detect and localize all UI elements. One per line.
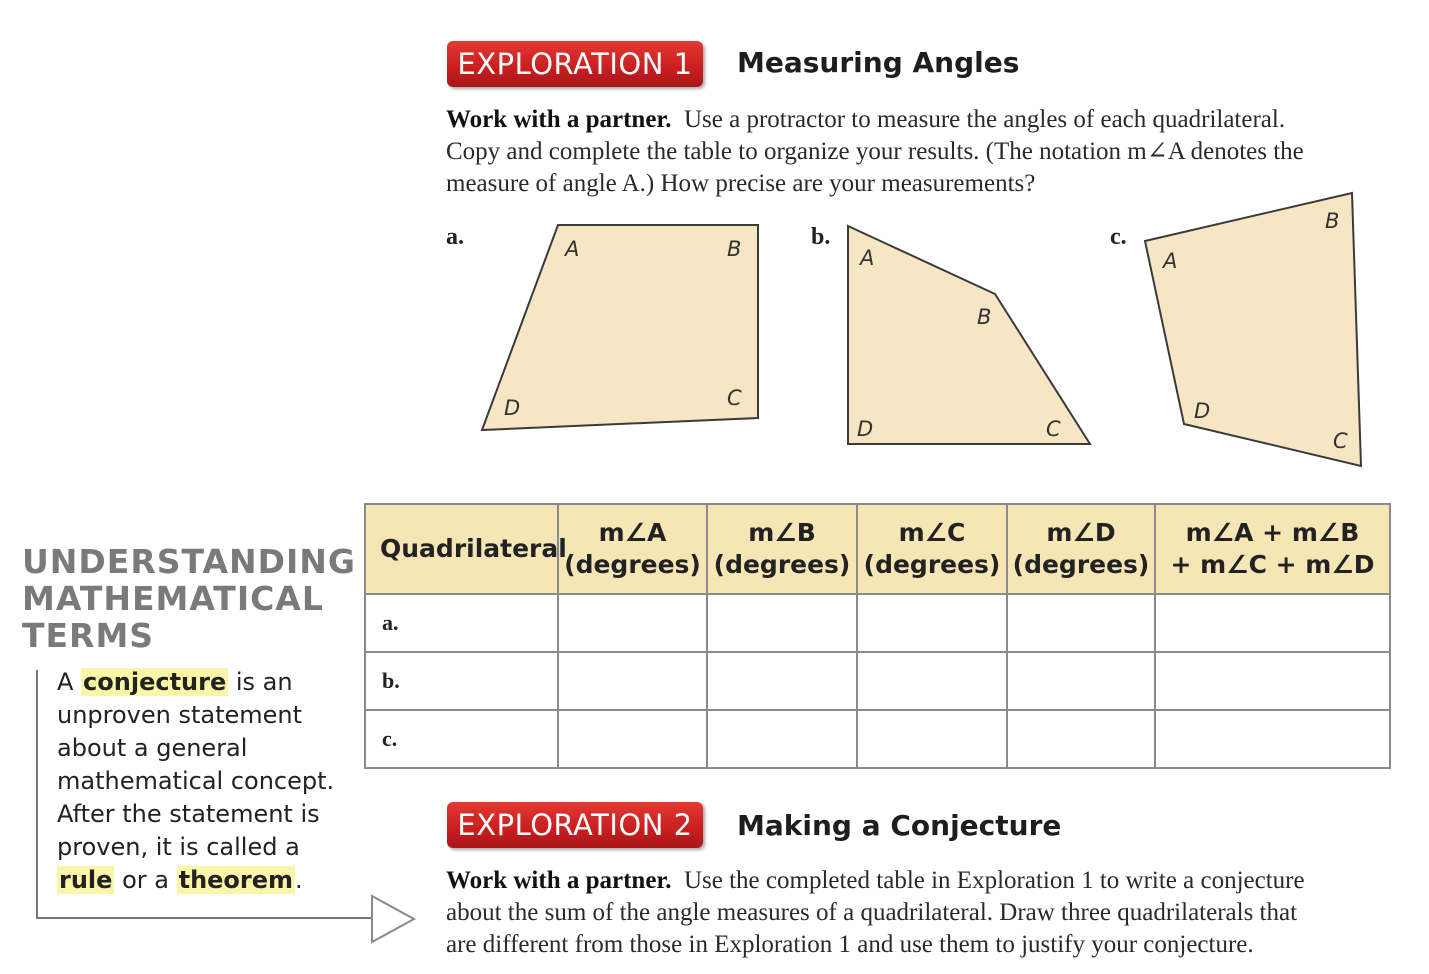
lead-text: Work with a partner. (446, 867, 672, 894)
header-angle-b: m∠B (degrees) (707, 504, 857, 594)
vertex-label: A (565, 237, 580, 261)
table-cell[interactable] (857, 594, 1007, 652)
vertex-label: D (1194, 399, 1211, 423)
instruction-line: measure of angle A.) How precise are your measurements? (446, 170, 1036, 197)
row-label: c. (365, 710, 558, 768)
sidebar-definition: A conjecture is an unproven statement about a general mathematical concept. After the statement is proven, it is called a rule or a theorem. (57, 668, 335, 894)
table-row (365, 594, 1390, 652)
quadrilateral-b (848, 226, 1090, 444)
table-cell[interactable] (1007, 594, 1155, 652)
table-cell[interactable] (1155, 652, 1390, 710)
exploration-2-badge: EXPLORATION 2 (447, 802, 703, 848)
vertex-label: B (1325, 209, 1340, 233)
table-header-row (365, 504, 1390, 594)
term-conjecture: conjecture (83, 668, 227, 696)
instruction-line: are different from those in Exploration 1 and use them to justify your conjecture. (446, 931, 1254, 958)
vertex-label: C (727, 386, 742, 410)
table-cell[interactable] (857, 710, 1007, 768)
table-cell[interactable] (857, 652, 1007, 710)
vertex-label: B (977, 305, 992, 329)
table-row (365, 710, 1390, 768)
header-quadrilateral: Quadrilateral (365, 504, 558, 594)
arrow-right-icon (372, 896, 414, 942)
quadrilateral-c (1145, 193, 1361, 466)
figure-c-label: c. (1110, 224, 1127, 250)
table-cell[interactable] (558, 710, 707, 768)
table-row (365, 652, 1390, 710)
table-cell[interactable] (1155, 710, 1390, 768)
vertex-label: C (1333, 429, 1348, 453)
row-label: b. (365, 652, 558, 710)
vertex-label: C (1046, 417, 1061, 441)
term-theorem: theorem (178, 866, 294, 894)
header-angle-c: m∠C (degrees) (857, 504, 1007, 594)
figure-a-label: a. (446, 224, 464, 250)
quadrilateral-a (482, 225, 758, 430)
instruction-line: Use the completed table in Exploration 1 to write a conjecture (683, 867, 1305, 894)
instruction-line: about the sum of the angle measures of a quadrilateral. Draw three quadrilaterals that (446, 899, 1298, 926)
exploration-2-instructions (446, 865, 1386, 961)
table-cell[interactable] (707, 710, 857, 768)
row-label: a. (365, 594, 558, 652)
table-cell[interactable] (1007, 652, 1155, 710)
table-cell[interactable] (558, 594, 707, 652)
results-table (364, 503, 1391, 769)
header-angle-a: m∠A (degrees) (558, 504, 707, 594)
sidebar-title: UNDERSTANDING MATHEMATICAL TERMS (22, 542, 357, 655)
instruction-line: Use a protractor to measure the angles of each quadrilateral. (683, 106, 1286, 133)
vertex-label: D (857, 417, 874, 441)
table-cell[interactable] (707, 594, 857, 652)
table-cell[interactable] (558, 652, 707, 710)
header-angle-sum: m∠A + m∠B + m∠C + m∠D (1155, 504, 1390, 594)
table-cell[interactable] (1007, 710, 1155, 768)
vertex-label: D (504, 396, 521, 420)
vertex-label: A (1163, 249, 1178, 273)
figure-b-label: b. (811, 224, 831, 250)
instruction-line: Copy and complete the table to organize your results. (The notation m∠A denotes the (446, 138, 1304, 165)
term-rule: rule (59, 866, 113, 894)
header-angle-d: m∠D (degrees) (1007, 504, 1155, 594)
exploration-1-title: Measuring Angles (737, 46, 1020, 79)
vertex-label: B (727, 237, 742, 261)
exploration-1-badge: EXPLORATION 1 (447, 41, 703, 87)
table-cell[interactable] (1155, 594, 1390, 652)
table-cell[interactable] (707, 652, 857, 710)
exploration-2-title: Making a Conjecture (737, 809, 1062, 842)
vertex-label: A (860, 246, 875, 270)
lead-text: Work with a partner. (446, 106, 672, 133)
